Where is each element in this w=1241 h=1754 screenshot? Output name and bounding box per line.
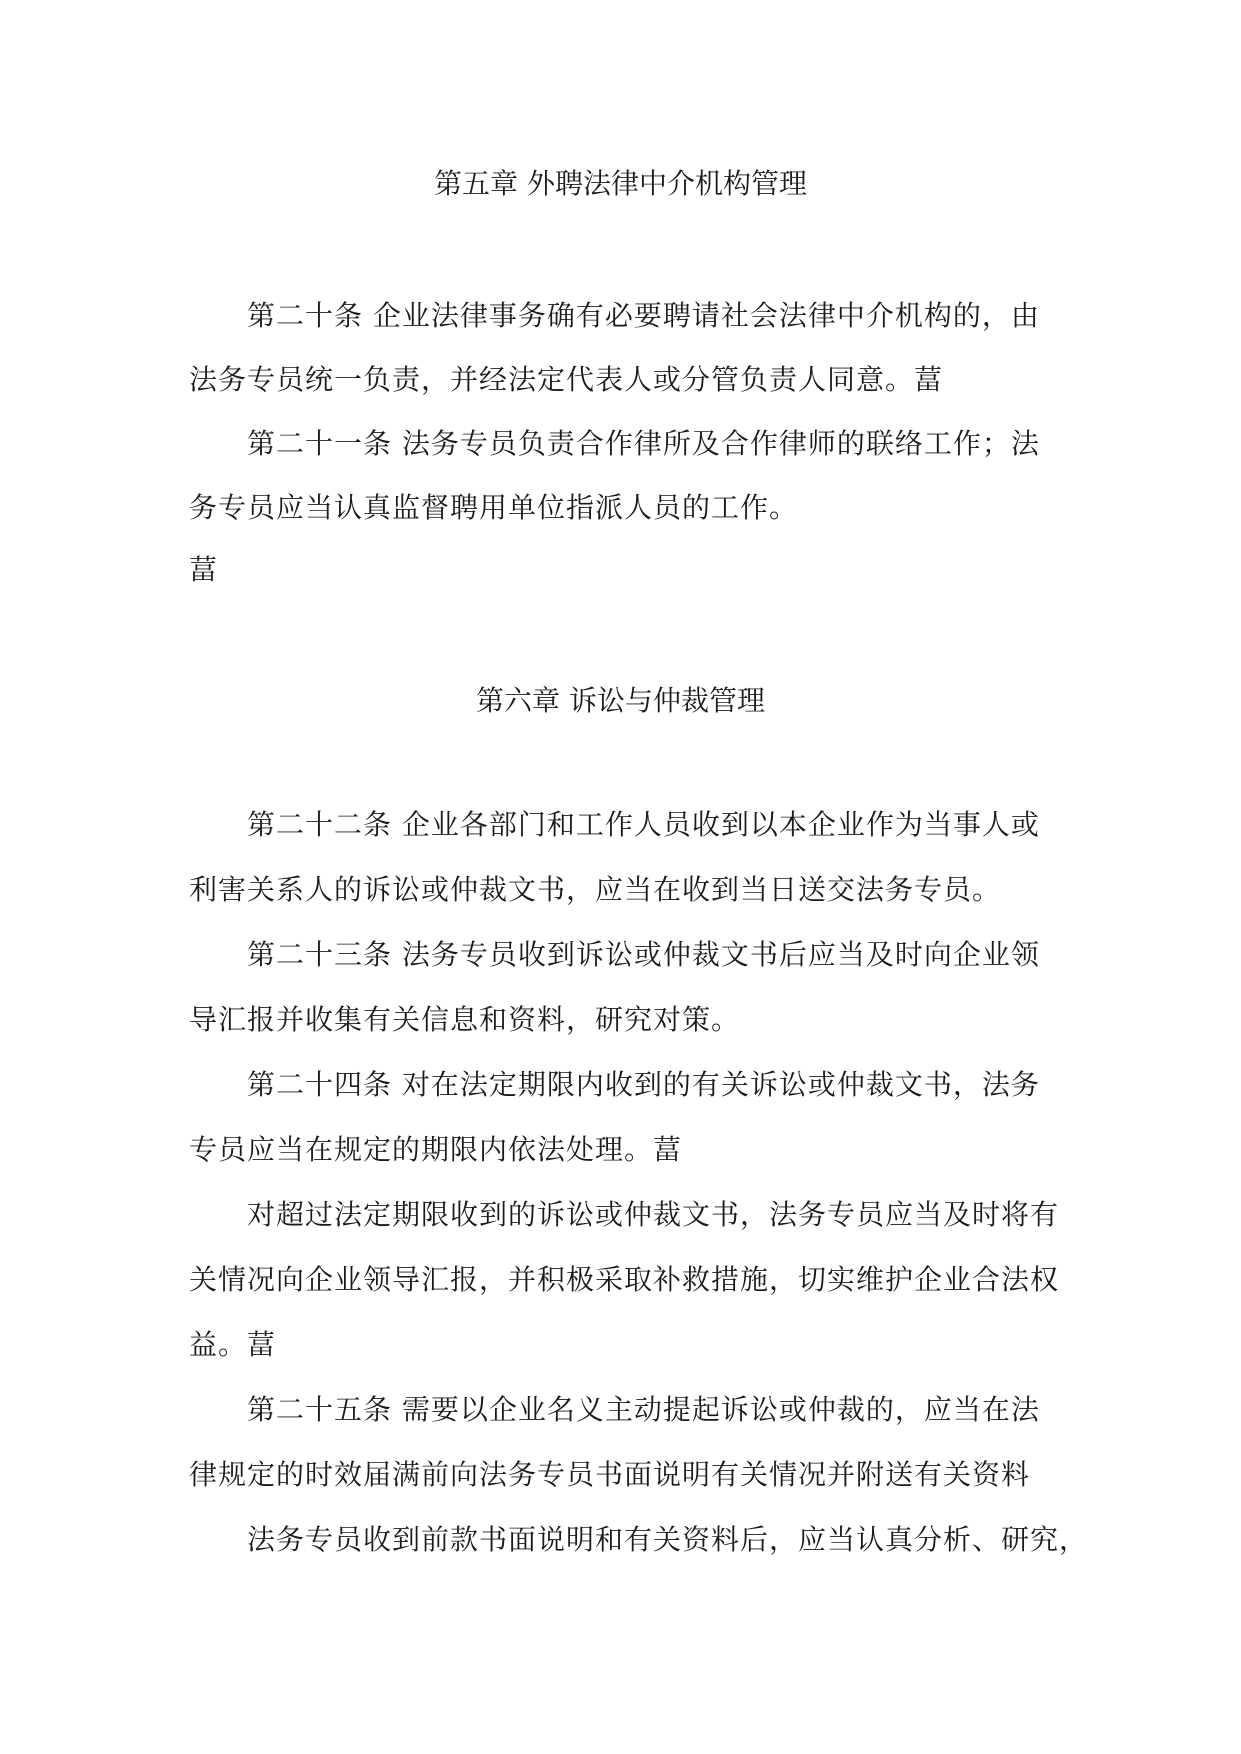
article-23-line-2: 导汇报并收集有关信息和资料，研究对策。 [189,1003,741,1036]
article-24-para-2-line-3: 益。葍 [189,1328,277,1361]
article-22-line-2: 利害关系人的诉讼或仲裁文书，应当在收到当日送交法务专员。 [189,873,1002,906]
article-25-line-1: 第二十五条 需要以企业名义主动提起诉讼或仲裁的，应当在法 [247,1393,1040,1426]
article-25-para-2-line-1: 法务专员收到前款书面说明和有关资料后，应当认真分析、研究， [247,1523,1089,1556]
article-24-para-2-line-1: 对超过法定期限收到的诉讼或仲裁文书，法务专员应当及时将有 [247,1198,1060,1231]
article-21-line-2: 务专员应当认真监督聘用单位指派人员的工作。 [189,491,799,524]
article-22-line-1: 第二十二条 企业各部门和工作人员收到以本企业作为当事人或 [247,808,1040,841]
stray-mark: 葍 [189,553,219,586]
article-20-line-2: 法务专员统一负责，并经法定代表人或分管负责人同意。葍 [189,363,944,396]
article-21-line-1: 第二十一条 法务专员负责合作律所及合作律师的联络工作；法 [247,427,1040,460]
article-23-line-1: 第二十三条 法务专员收到诉讼或仲裁文书后应当及时向企业领 [247,938,1040,971]
article-20-line-1: 第二十条 企业法律事务确有必要聘请社会法律中介机构的，由 [247,299,1040,332]
article-24-line-2: 专员应当在规定的期限内依法处理。葍 [189,1133,683,1166]
chapter-6-title: 第六章 诉讼与仲裁管理 [476,684,765,717]
chapter-5-title: 第五章 外聘法律中介机构管理 [434,167,807,200]
article-25-line-2: 律规定的时效届满前向法务专员书面说明有关情况并附送有关资料 [189,1458,1031,1491]
article-24-line-1: 第二十四条 对在法定期限内收到的有关诉讼或仲裁文书，法务 [247,1068,1040,1101]
article-24-para-2-line-2: 关情况向企业领导汇报，并积极采取补救措施，切实维护企业合法权 [189,1263,1060,1296]
